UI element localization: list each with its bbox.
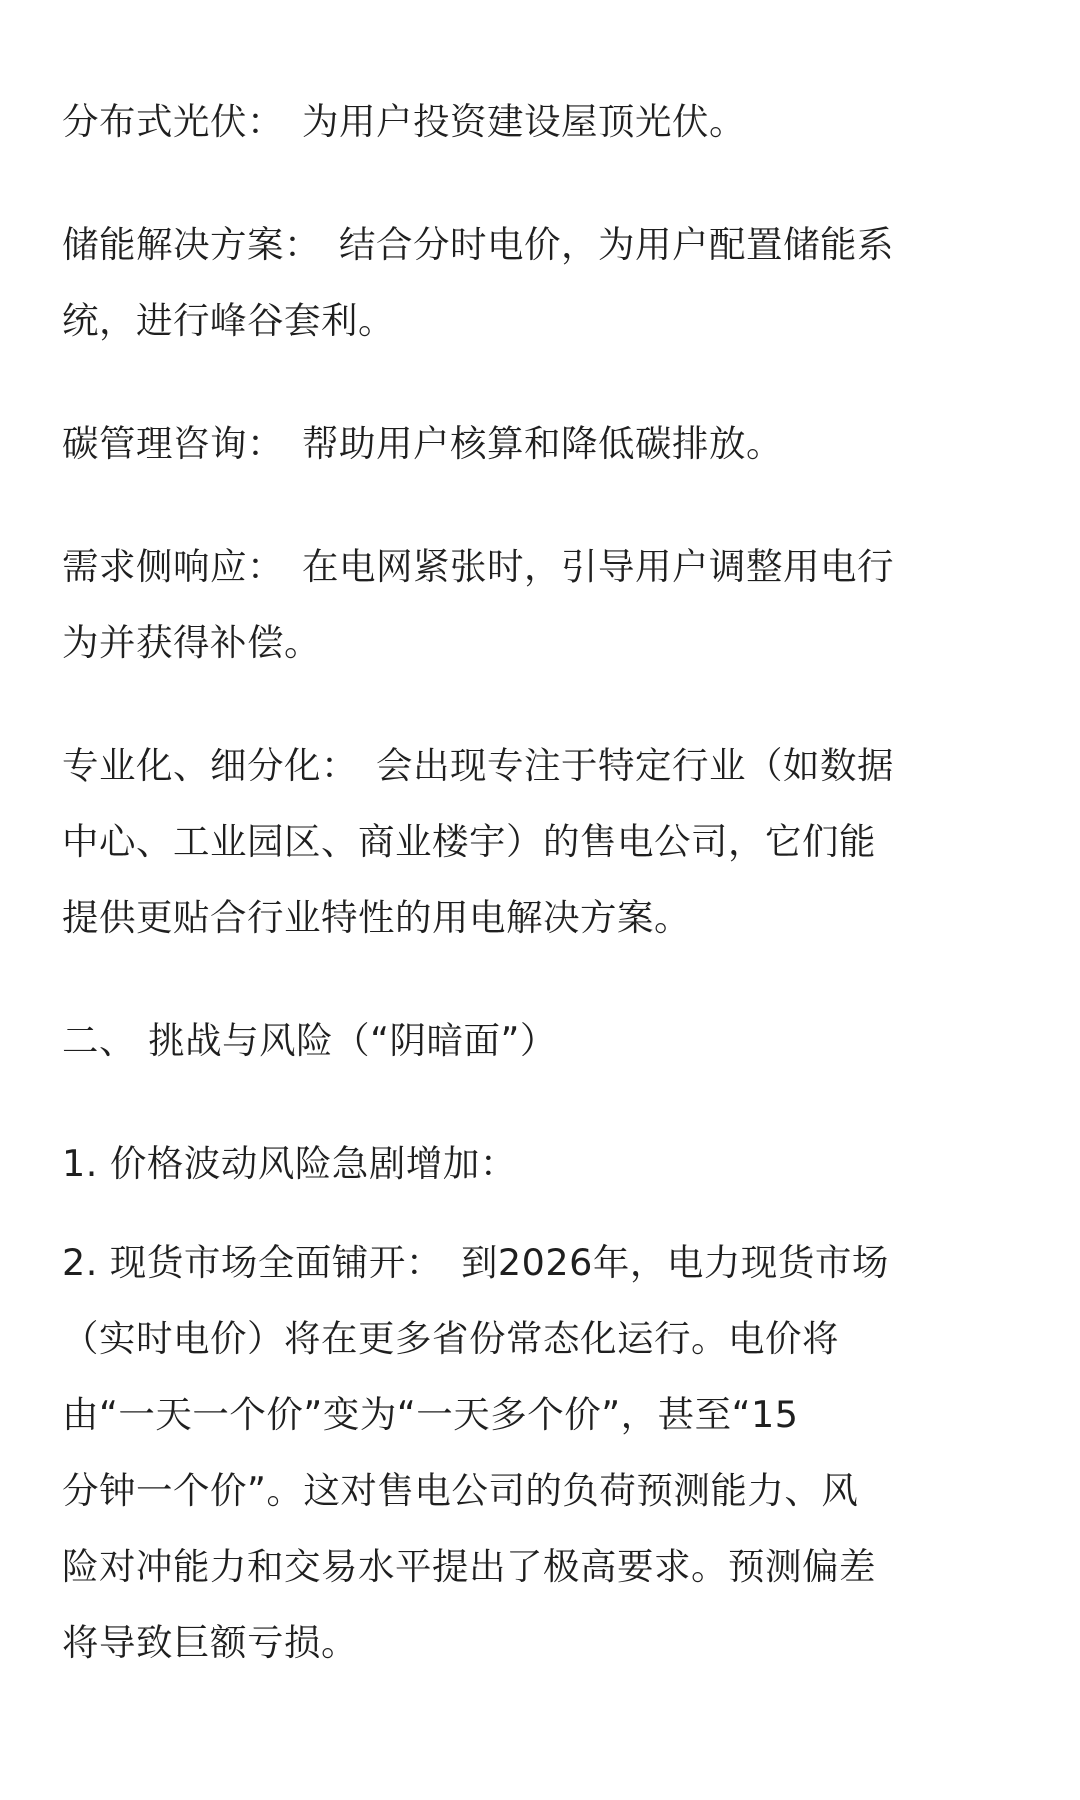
paragraph-line: 为并获得补偿。	[62, 621, 321, 664]
paragraph-line	[62, 1225, 1018, 1301]
paragraph-line: 分钟一个价”。这对售电公司的负荷预测能力、风	[62, 1469, 859, 1512]
paragraph-line: （实时电价）将在更多省份常态化运行。电价将	[62, 1317, 839, 1360]
paragraph-line: 统，进行峰谷套利。	[62, 299, 395, 342]
paragraph-line	[62, 529, 1018, 605]
paragraph-line: 提供更贴合行业特性的用电解决方案。	[62, 896, 691, 939]
paragraph-text: 帮助用户核算和降低碳排放。	[302, 422, 783, 465]
paragraph-line: 险对冲能力和交易水平提出了极高要求。预测偏差	[62, 1545, 876, 1588]
paragraph-text: 在电网紧张时，引导用户调整用电行	[302, 545, 894, 588]
paragraph-energy-storage	[62, 207, 1018, 359]
paragraph-text: 结合分时电价，为用户配置储能系	[339, 223, 894, 266]
paragraph-line: 由“一天一个价”变为“一天多个价”，甚至“15	[62, 1393, 799, 1436]
list-item-spot-market	[62, 1225, 1018, 1681]
paragraph-label: 碳管理咨询：	[62, 422, 284, 465]
paragraph-label: 储能解决方案：	[62, 223, 321, 266]
list-item-text: 到2026年，电力现货市场	[460, 1241, 889, 1284]
paragraph-label: 分布式光伏：	[62, 100, 284, 143]
paragraph-label: 需求侧响应：	[62, 545, 284, 588]
paragraph-line	[62, 406, 1018, 482]
paragraph-line: 中心、工业园区、商业楼宇）的售电公司，它们能	[62, 820, 876, 863]
list-item-price-volatility	[62, 1126, 1018, 1202]
paragraph-carbon-management	[62, 406, 1018, 482]
paragraph-distributed-pv	[62, 84, 1018, 160]
section-heading-text: 二、 挑战与风险（“阴暗面”）	[62, 1019, 557, 1062]
paragraph-line	[62, 84, 1018, 160]
paragraph-label: 专业化、细分化：	[62, 744, 358, 787]
list-item-text: 1. 价格波动风险急剧增加：	[62, 1142, 517, 1185]
paragraph-demand-response	[62, 529, 1018, 681]
paragraph-line: 将导致巨额亏损。	[62, 1621, 358, 1664]
paragraph-text: 为用户投资建设屋顶光伏。	[302, 100, 746, 143]
paragraph-specialization	[62, 728, 1018, 956]
section-heading	[62, 1003, 1018, 1079]
paragraph-line	[62, 207, 1018, 283]
paragraph-line	[62, 728, 1018, 804]
list-item-label: 2. 现货市场全面铺开：	[62, 1241, 443, 1284]
paragraph-text: 会出现专注于特定行业（如数据	[376, 744, 894, 787]
